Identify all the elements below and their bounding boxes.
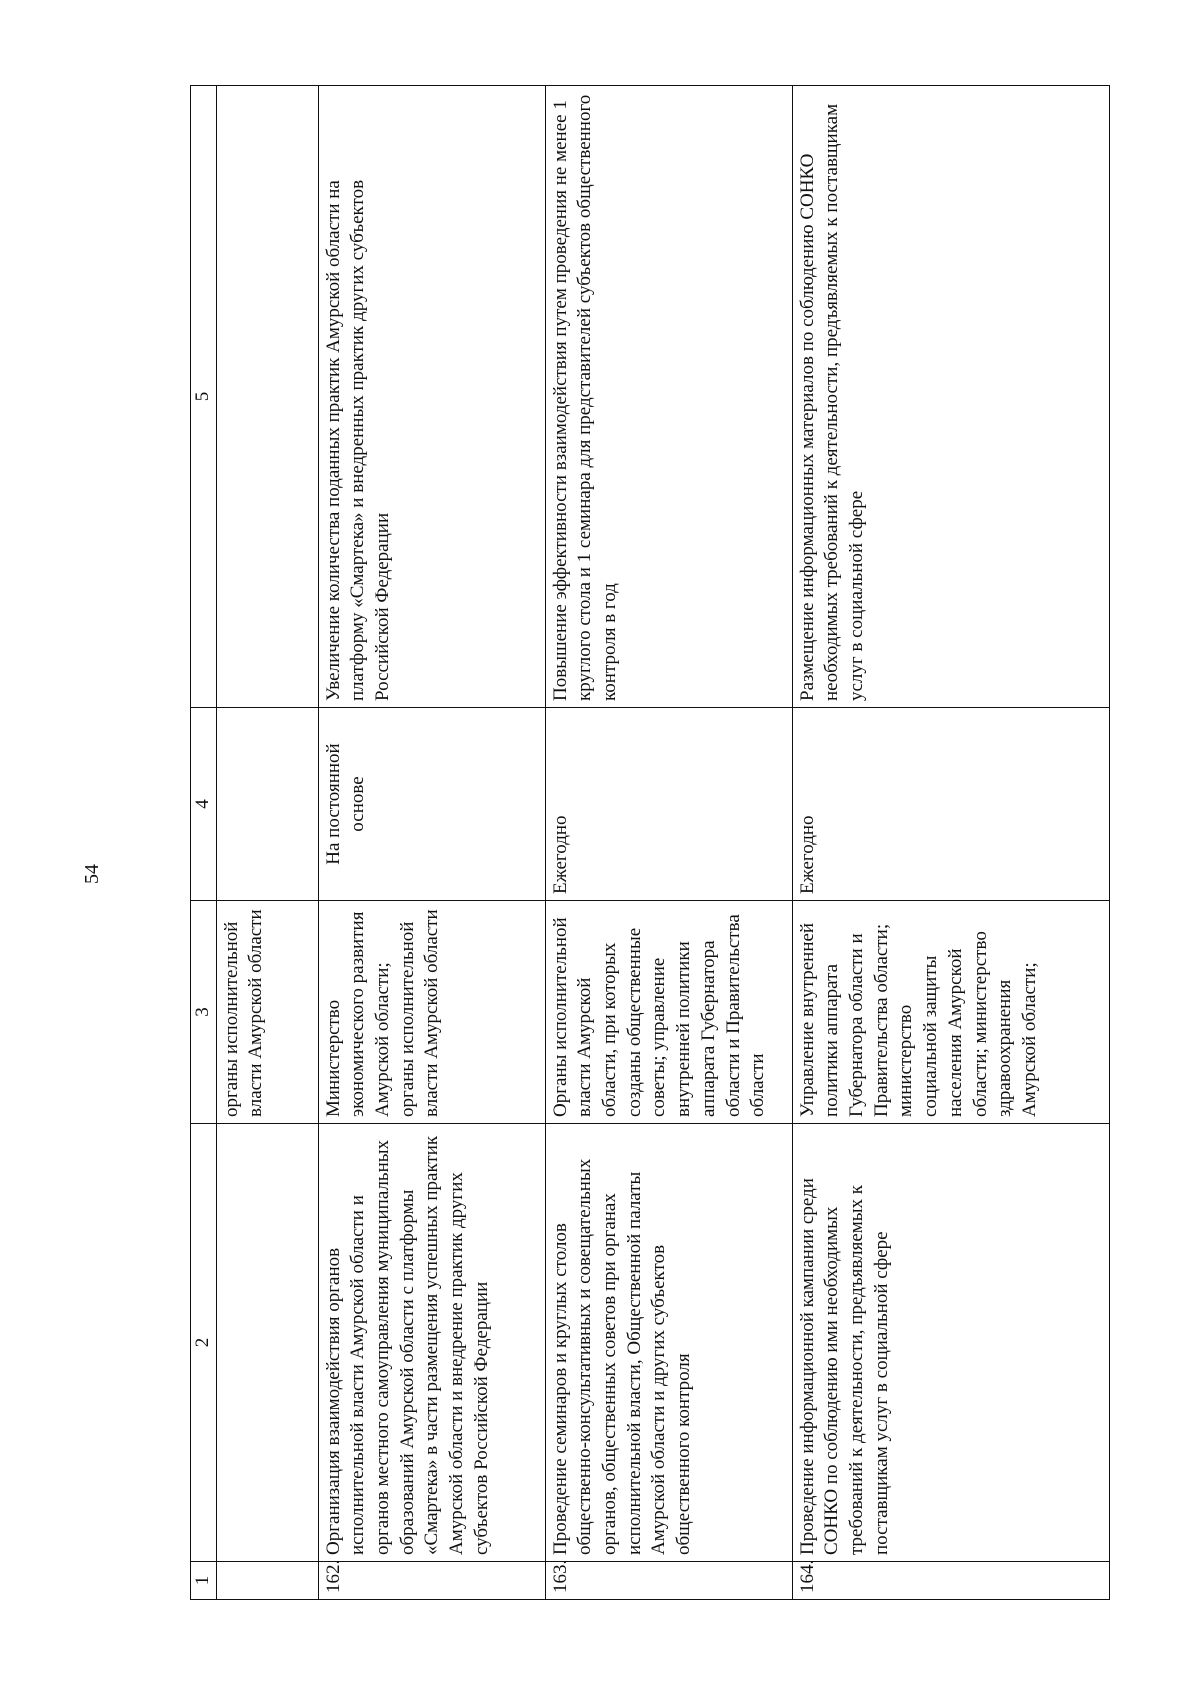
cell-empty: [216, 708, 318, 901]
cell-event: Проведение семинаров и круглых столов общественно-консультативных и совещательных органов, общественных советов при органах исполнительной власти, Общественной палаты Амурской области и других субъектов общественного контроля: [545, 1124, 792, 1562]
header-col-3: 3: [191, 901, 217, 1124]
header-col-4: 4: [191, 708, 217, 901]
header-col-2: 2: [191, 1124, 217, 1562]
cell-number: 162.: [318, 1562, 545, 1600]
rotated-table-container: [190, 85, 1110, 1600]
events-table: [190, 85, 1110, 1600]
table-row: [545, 86, 792, 1600]
page-number: 54: [81, 864, 103, 884]
cell-responsible: Органы исполнительной власти Амурской области, при которых созданы общественные советы; управление внутренней политики аппарата Губернатора области и Правительства области: [545, 901, 792, 1124]
table-row: [792, 86, 1109, 1600]
header-col-5: 5: [191, 86, 217, 708]
cell-empty: [216, 86, 318, 708]
cell-event: Проведение информационной кампании среди СОНКО по соблюдению ими необходимых требований к деятельности, предъявляемых к поставщикам услуг в социальной сфере: [792, 1124, 1109, 1562]
cell-responsible: органы исполнительной власти Амурской области: [216, 901, 318, 1124]
cell-deadline: На постоянной основе: [318, 708, 545, 901]
header-col-1: 1: [191, 1562, 217, 1600]
cell-empty: [216, 1124, 318, 1562]
table-row: [318, 86, 545, 1600]
table-row-continuation: [216, 86, 318, 1600]
cell-number: 163.: [545, 1562, 792, 1600]
cell-event: Организация взаимодействия органов исполнительной власти Амурской области и органов местного самоуправления муниципальных образований Амурской области с платформы «Смартека» в части размещения успешных практик Амурской области и внедрение практик других субъектов Российской Федерации: [318, 1124, 545, 1562]
cell-deadline: Ежегодно: [792, 708, 1109, 901]
cell-result: Повышение эффективности взаимодействия путем проведения не менее 1 круглого стола и 1 семинара для представителей субъектов общественного контроля в год: [545, 86, 792, 708]
cell-number: 164.: [792, 1562, 1109, 1600]
cell-responsible: Министерство экономического развития Амурской области; органы исполнительной власти Амурской области: [318, 901, 545, 1124]
cell-result: Увеличение количества поданных практик Амурской области на платформу «Смартека» и внедренных практик других субъектов Российской Федерации: [318, 86, 545, 708]
cell-responsible: Управление внутренней политики аппарата Губернатора области и Правительства области; министерство социальной защиты населения Амурской области; министерство здравоохранения Амурской области;: [792, 901, 1109, 1124]
cell-empty: [216, 1562, 318, 1600]
table-header-row: [191, 86, 217, 1600]
cell-result: Размещение информационных материалов по соблюдению СОНКО необходимых требований к деятельности, предъявляемых к поставщикам услуг в социальной сфере: [792, 86, 1109, 708]
cell-deadline: Ежегодно: [545, 708, 792, 901]
